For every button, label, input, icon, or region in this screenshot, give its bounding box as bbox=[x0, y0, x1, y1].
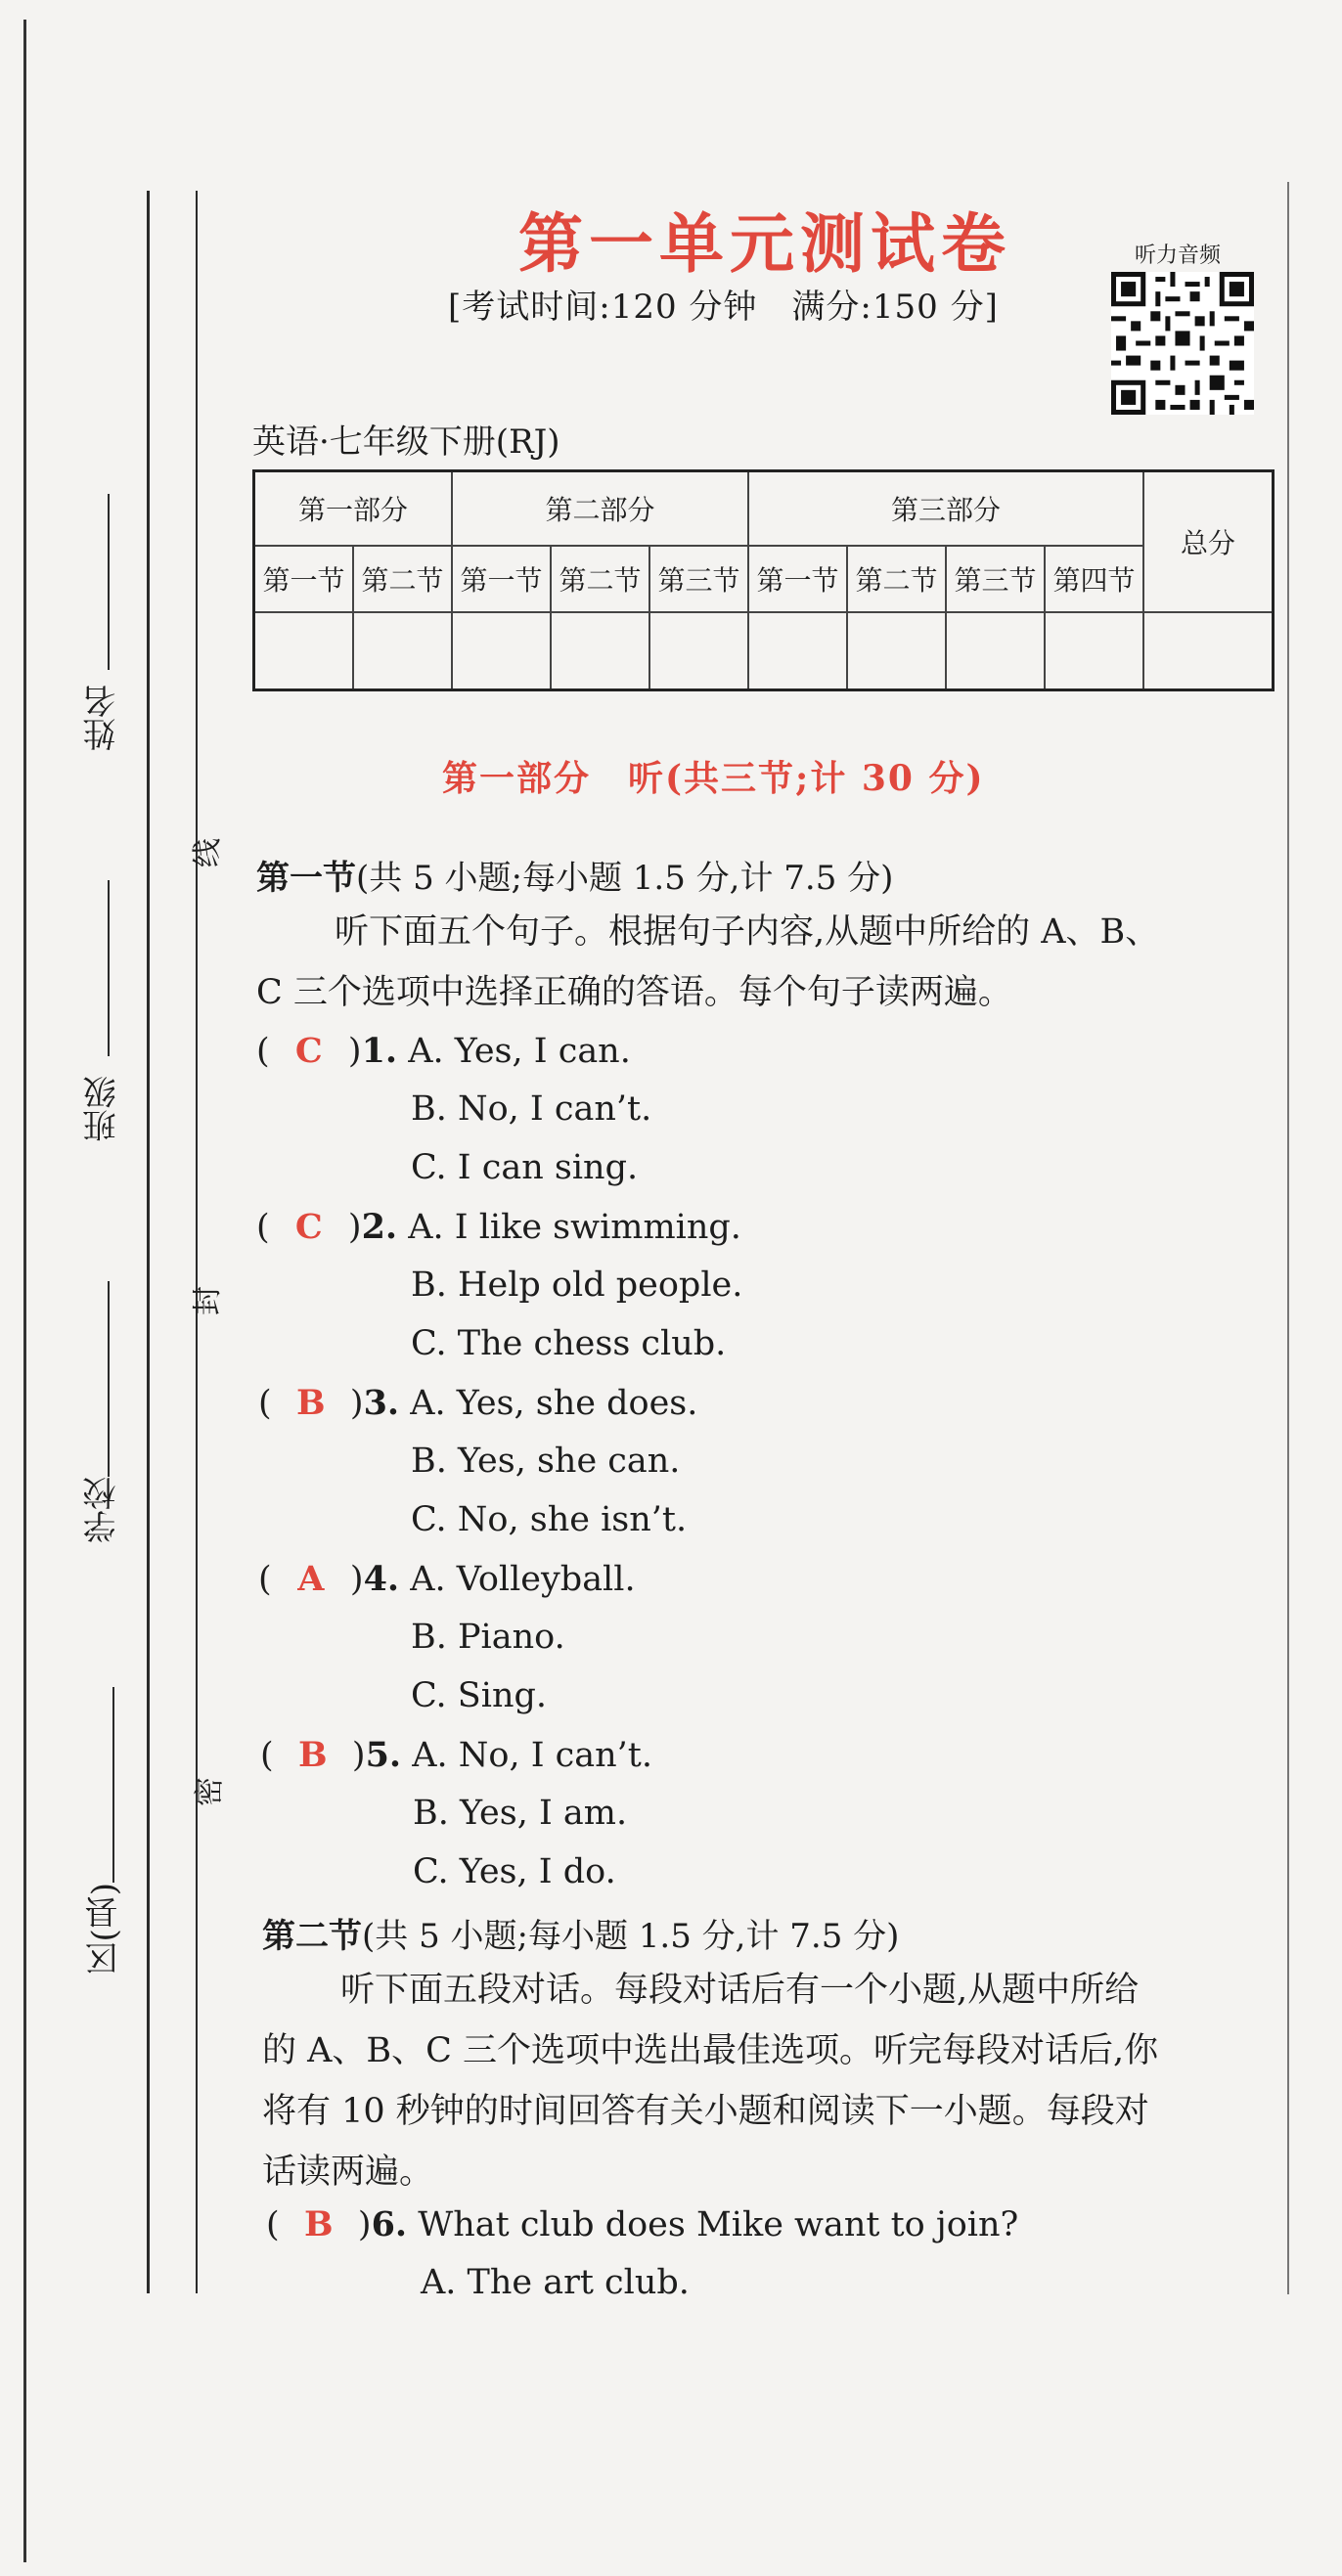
right-margin-line bbox=[1287, 182, 1289, 2294]
page-title: 第一单元测试卷 bbox=[518, 205, 1011, 282]
table-section-cell: 第三节 bbox=[649, 546, 748, 612]
instruction-line: 听下面五段对话。每段对话后有一个小题,从题中所给 bbox=[340, 1971, 1140, 2010]
table-section-cell: 第一节 bbox=[452, 546, 551, 612]
instruction-line: 话读两遍。 bbox=[262, 2153, 434, 2192]
score-cell[interactable] bbox=[254, 612, 354, 690]
option-c: C. Sing. bbox=[411, 1676, 548, 1715]
section2-heading bbox=[262, 1909, 899, 1957]
score-cell[interactable] bbox=[847, 612, 946, 690]
table-section-cell: 第二节 bbox=[353, 546, 452, 612]
table-section-cell: 第四节 bbox=[1045, 546, 1143, 612]
table-header-part3: 第三部分 bbox=[748, 471, 1143, 546]
option-a: A. The art club. bbox=[421, 2263, 690, 2302]
question-number: 5. bbox=[365, 1735, 402, 1775]
table-section-cell: 第三节 bbox=[946, 546, 1045, 612]
part1-heading: 第一部分 听(共三节;计 30 分) bbox=[442, 758, 985, 799]
score-cell[interactable] bbox=[353, 612, 452, 690]
table-section-cell: 第二节 bbox=[847, 546, 946, 612]
option-a: A. No, I can’t. bbox=[412, 1736, 653, 1775]
score-cell[interactable] bbox=[452, 612, 551, 690]
binding-line-inner bbox=[196, 191, 198, 2293]
name-blank[interactable] bbox=[108, 494, 110, 670]
instruction-line: C 三个选项中选择正确的答语。每个句子读两遍。 bbox=[256, 973, 1012, 1012]
binding-line-outer bbox=[147, 191, 150, 2293]
table-header-part1: 第一部分 bbox=[254, 471, 453, 546]
option-c: C. I can sing. bbox=[411, 1148, 639, 1187]
class-blank[interactable] bbox=[108, 880, 110, 1056]
question-number: 6. bbox=[371, 2204, 408, 2244]
table-header-total: 总分 bbox=[1143, 471, 1274, 612]
answer-mark: B bbox=[295, 1383, 326, 1423]
answer-mark: C bbox=[294, 1207, 323, 1247]
score-cell[interactable] bbox=[649, 612, 748, 690]
question-number: 4. bbox=[363, 1559, 400, 1599]
score-cell[interactable] bbox=[1143, 612, 1274, 690]
answer-mark: C bbox=[294, 1031, 323, 1071]
question-number: 2. bbox=[361, 1207, 398, 1247]
option-a: A. Yes, she does. bbox=[410, 1384, 698, 1423]
subject-label: 英语·七年级下册(RJ) bbox=[252, 422, 560, 462]
option-a: A. Volleyball. bbox=[410, 1560, 636, 1599]
option-c: C. Yes, I do. bbox=[413, 1852, 616, 1891]
district-blank[interactable] bbox=[112, 1687, 114, 1883]
option-a: A. Yes, I can. bbox=[408, 1032, 631, 1071]
section2-info: (共 5 小题;每小题 1.5 分,计 7.5 分) bbox=[362, 1917, 900, 1956]
seal-mi-char: 密 bbox=[193, 1777, 227, 1806]
option-b: B. Piano. bbox=[411, 1618, 565, 1657]
table-header-part2: 第二部分 bbox=[452, 471, 748, 546]
exam-info: [考试时间:120 分钟 满分:150 分] bbox=[448, 288, 999, 327]
section1-instructions bbox=[256, 902, 1274, 1023]
question-1: ( C )1. A. Yes, I can. bbox=[256, 1031, 631, 1071]
section1-label: 第一节 bbox=[256, 859, 356, 898]
question-2: ( C )2. A. I like swimming. bbox=[256, 1207, 741, 1247]
table-section-cell: 第一节 bbox=[254, 546, 354, 612]
score-cell[interactable] bbox=[551, 612, 649, 690]
qr-label: 听力音频 bbox=[1135, 244, 1222, 268]
option-b: B. Help old people. bbox=[411, 1266, 743, 1305]
seal-feng-char: 封 bbox=[191, 1286, 225, 1315]
section1-heading bbox=[256, 851, 893, 899]
option-c: C. The chess club. bbox=[411, 1324, 727, 1363]
school-label: 学校 bbox=[83, 1477, 122, 1543]
instruction-line: 的 A、B、C 三个选项中选出最佳选项。听完每段对话后,你 bbox=[262, 2031, 1159, 2070]
score-cell[interactable] bbox=[748, 612, 847, 690]
score-cell[interactable] bbox=[1045, 612, 1143, 690]
name-label: 姓名 bbox=[83, 685, 122, 751]
score-cell[interactable] bbox=[946, 612, 1045, 690]
question-3: ( B )3. A. Yes, she does. bbox=[258, 1383, 698, 1423]
question-number: 3. bbox=[363, 1383, 400, 1423]
option-b: B. Yes, I am. bbox=[413, 1794, 628, 1833]
option-a: A. I like swimming. bbox=[408, 1208, 741, 1247]
option-b: B. No, I can’t. bbox=[411, 1089, 652, 1129]
score-table bbox=[252, 469, 1275, 691]
option-b: B. Yes, she can. bbox=[411, 1442, 681, 1481]
table-section-cell: 第二节 bbox=[551, 546, 649, 612]
question-number: 1. bbox=[361, 1031, 398, 1071]
answer-mark: B bbox=[297, 1735, 328, 1775]
question-5: ( B )5. A. No, I can’t. bbox=[260, 1735, 653, 1775]
page-left-edge bbox=[23, 20, 26, 2562]
section2-label: 第二节 bbox=[262, 1917, 362, 1956]
section2-instructions bbox=[262, 1960, 1279, 2202]
option-c: C. No, she isn’t. bbox=[411, 1500, 688, 1539]
answer-mark: B bbox=[303, 2204, 334, 2244]
table-section-cell: 第一节 bbox=[748, 546, 847, 612]
question-6: ( B )6. What club does Mike want to join? bbox=[266, 2204, 1019, 2244]
district-label: 区(县) bbox=[85, 1883, 124, 1976]
seal-line-char: 线 bbox=[191, 838, 225, 867]
section1-info: (共 5 小题;每小题 1.5 分,计 7.5 分) bbox=[356, 859, 894, 898]
instruction-line: 将有 10 秒钟的时间回答有关小题和阅读下一小题。每段对 bbox=[262, 2092, 1149, 2131]
qr-code-icon[interactable] bbox=[1111, 272, 1254, 415]
instruction-line: 听下面五个句子。根据句子内容,从题中所给的 A、B、 bbox=[335, 912, 1160, 952]
question-text: What club does Mike want to join? bbox=[418, 2205, 1019, 2244]
answer-mark: A bbox=[297, 1559, 325, 1599]
school-blank[interactable] bbox=[108, 1281, 110, 1477]
class-label: 班级 bbox=[83, 1076, 122, 1142]
question-4: ( A )4. A. Volleyball. bbox=[258, 1559, 636, 1599]
